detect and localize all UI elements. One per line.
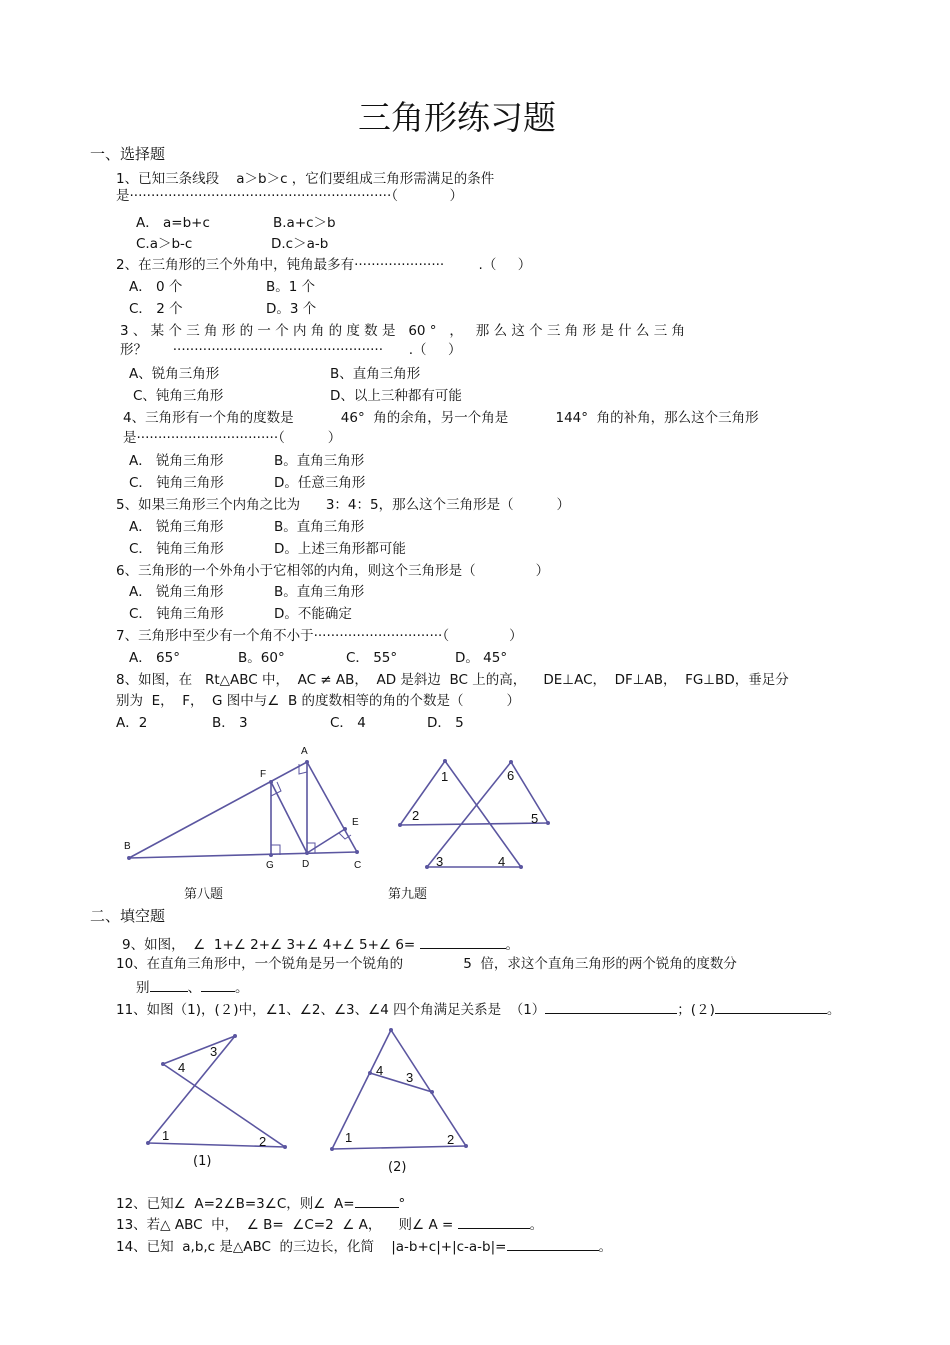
q10-answer-blank-2[interactable] bbox=[201, 979, 235, 992]
q1-option-b: B.a+c＞b bbox=[273, 215, 336, 231]
fig9-label-4: 4 bbox=[498, 854, 506, 869]
q12-end: ° bbox=[398, 1196, 406, 1212]
fig11a-label-4: 4 bbox=[178, 1060, 186, 1075]
q8-option-c: C． 4 bbox=[330, 715, 366, 731]
q14-end: 。 bbox=[598, 1239, 612, 1255]
q2-option-a: A． 0 个 bbox=[129, 279, 183, 295]
q6-option-d: D。不能确定 bbox=[274, 606, 352, 622]
q3-option-d: D、以上三种都有可能 bbox=[330, 388, 462, 404]
q10-stem-cont: 别 bbox=[136, 980, 150, 996]
fig11a-label-2: 2 bbox=[259, 1134, 267, 1149]
q11-answer-blank-2[interactable] bbox=[715, 1001, 827, 1014]
q6-option-c: C． 钝角三角形 bbox=[129, 606, 224, 622]
q11-stem: 11、如图（1)，(２)中，∠1、∠2、∠3、∠4 四个角满足关系是 （1） bbox=[116, 1002, 546, 1018]
fig8-label-c: C bbox=[354, 860, 362, 871]
fig11b-caption: (2) bbox=[388, 1160, 407, 1175]
q6-stem: 6、三角形的一个外角小于它相邻的内角，则这个三角形是（ ） bbox=[116, 563, 550, 579]
fig9-label-6: 6 bbox=[507, 768, 515, 783]
q3-option-b: B、直角三角形 bbox=[330, 366, 421, 382]
q8-option-d: D． 5 bbox=[427, 715, 464, 731]
q11-mid: ；(２) bbox=[677, 1002, 715, 1018]
q9-stem: 9、如图， ∠ 1+∠ 2+∠ 3+∠ 4+∠ 5+∠ 6= bbox=[122, 937, 416, 953]
fig9-label-1: 1 bbox=[441, 769, 449, 784]
fig11b-label-1: 1 bbox=[345, 1130, 353, 1145]
q10-sep: 、 bbox=[187, 980, 201, 996]
section-heading-choice: 一、选择题 bbox=[90, 145, 166, 163]
fig11a-label-1: 1 bbox=[162, 1128, 170, 1143]
q5-stem: 5、如果三角形三个内角之比为 3：4：5，那么这个三角形是（ ） bbox=[116, 497, 571, 513]
fig8-caption: 第八题 bbox=[184, 887, 224, 902]
q6-option-a: A． 锐角三角形 bbox=[129, 584, 224, 600]
q11-end: 。 bbox=[826, 1002, 841, 1018]
q14-answer-blank[interactable] bbox=[507, 1238, 599, 1251]
q3-stem-cont: 形？ ················································· .（ ） bbox=[120, 342, 462, 358]
q1-option-c: C.a＞b-c bbox=[136, 236, 193, 252]
q9-answer-blank[interactable] bbox=[420, 936, 506, 949]
fig11a-caption: (1) bbox=[193, 1154, 212, 1169]
q1-option-a: A． a=b+c bbox=[136, 215, 210, 231]
q9-end: 。 bbox=[505, 937, 520, 953]
q7-option-a: A． 65° bbox=[129, 650, 180, 666]
q3-option-c: C、钝角三角形 bbox=[133, 388, 224, 404]
q5-option-d: D。上述三角形都可能 bbox=[274, 541, 406, 557]
q11-line bbox=[116, 1001, 840, 1018]
q9-line bbox=[122, 936, 519, 953]
fig8-label-f: F bbox=[260, 769, 267, 780]
q7-stem: 7、三角形中至少有一个角不小于······························（ ） bbox=[116, 628, 523, 644]
fig9-label-5: 5 bbox=[531, 811, 539, 826]
fig9-label-3: 3 bbox=[436, 854, 444, 869]
q2-stem: 2、在三角形的三个外角中，钝角最多有····················· .（ ） bbox=[116, 257, 532, 273]
q13-answer-blank[interactable] bbox=[458, 1216, 530, 1229]
q11-answer-blank-1[interactable] bbox=[545, 1001, 677, 1014]
q2-option-c: C． 2 个 bbox=[129, 301, 183, 317]
q2-option-d: D。3 个 bbox=[266, 301, 317, 317]
q8-option-a: A．2 bbox=[116, 715, 148, 731]
section-heading-fill: 二、填空题 bbox=[90, 907, 166, 925]
q3-option-a: A、锐角三角形 bbox=[129, 366, 220, 382]
q4-option-d: D。任意三角形 bbox=[274, 475, 366, 491]
q8-stem: 8、如图，在 Rt△ABC 中， AC ≠ AB， AD 是斜边 BC 上的高， DE⊥AC， DF⊥AB， FG⊥BD，垂足分 bbox=[116, 672, 789, 688]
fig9-label-2: 2 bbox=[412, 808, 420, 823]
fig9-caption: 第九题 bbox=[388, 887, 428, 902]
q7-option-d: D。 45° bbox=[455, 650, 508, 666]
q10-line2 bbox=[136, 979, 249, 996]
q5-option-b: B。直角三角形 bbox=[274, 519, 365, 535]
q12-answer-blank[interactable] bbox=[355, 1195, 399, 1208]
q5-option-a: A． 锐角三角形 bbox=[129, 519, 224, 535]
fig11b-label-3: 3 bbox=[406, 1070, 414, 1085]
fig8-label-a: A bbox=[301, 746, 308, 757]
q4-option-c: C． 钝角三角形 bbox=[129, 475, 224, 491]
q4-stem-cont: 是·································（ ） bbox=[123, 430, 342, 446]
q1-stem: 1、已知三条线段 a＞b＞c ，它们要组成三角形需满足的条件 bbox=[116, 171, 495, 187]
q14-line bbox=[116, 1238, 612, 1255]
q13-line bbox=[116, 1216, 543, 1233]
q4-option-b: B。直角三角形 bbox=[274, 453, 365, 469]
fig11a-label-3: 3 bbox=[210, 1044, 218, 1059]
q12-stem: 12、已知∠ A=2∠B=3∠C，则∠ A= bbox=[116, 1196, 355, 1212]
q7-option-c: C． 55° bbox=[346, 650, 398, 666]
q6-option-b: B。直角三角形 bbox=[274, 584, 365, 600]
fig8-label-e: E bbox=[352, 817, 359, 828]
fig11b-label-4: 4 bbox=[376, 1063, 384, 1078]
q10-stem: 10、在直角三角形中，一个锐角是另一个锐角的 5 倍，求这个直角三角形的两个锐角的度数分 bbox=[116, 956, 737, 972]
q4-stem: 4、三角形有一个角的度数是 46° 角的余角，另一个角是 144° 角的补角，那么这个三角形 bbox=[123, 410, 759, 426]
q4-option-a: A． 锐角三角形 bbox=[129, 453, 224, 469]
q8-stem-cont: 别为 E， F， G 图中与∠ B 的度数相等的角的个数是（ ） bbox=[116, 693, 520, 709]
q7-option-b: B。60° bbox=[238, 650, 285, 666]
q10-answer-blank-1[interactable] bbox=[150, 979, 188, 992]
q10-end: 。 bbox=[235, 980, 249, 996]
q3-stem: 3 、 某 个 三 角 形 的 一 个 内 角 的 度 数 是 60 ° ， 那 么 这 个 三 角 形 是 什 么 三 角 bbox=[120, 323, 686, 339]
q14-stem: 14、已知 a,b,c 是△ABC 的三边长，化简 |a-b+c|+|c-a-b|= bbox=[116, 1239, 507, 1255]
q2-option-b: B。1 个 bbox=[266, 279, 316, 295]
q13-stem: 13、若△ ABC 中， ∠ B= ∠C=2 ∠ A， 则∠ A = bbox=[116, 1217, 454, 1233]
q8-option-b: B． 3 bbox=[212, 715, 248, 731]
fig8-label-b: B bbox=[124, 841, 131, 852]
fig8-label-g: G bbox=[266, 860, 274, 871]
q1-stem-cont: 是·····························································（ ） bbox=[116, 188, 464, 204]
q13-end: 。 bbox=[529, 1217, 544, 1233]
page-title: 三角形练习题 bbox=[358, 98, 556, 137]
q12-line bbox=[116, 1195, 405, 1212]
fig11b-label-2: 2 bbox=[447, 1132, 455, 1147]
q5-option-c: C． 钝角三角形 bbox=[129, 541, 224, 557]
q1-option-d: D.c＞a-b bbox=[271, 236, 329, 252]
fig8-label-d: D bbox=[302, 859, 310, 870]
